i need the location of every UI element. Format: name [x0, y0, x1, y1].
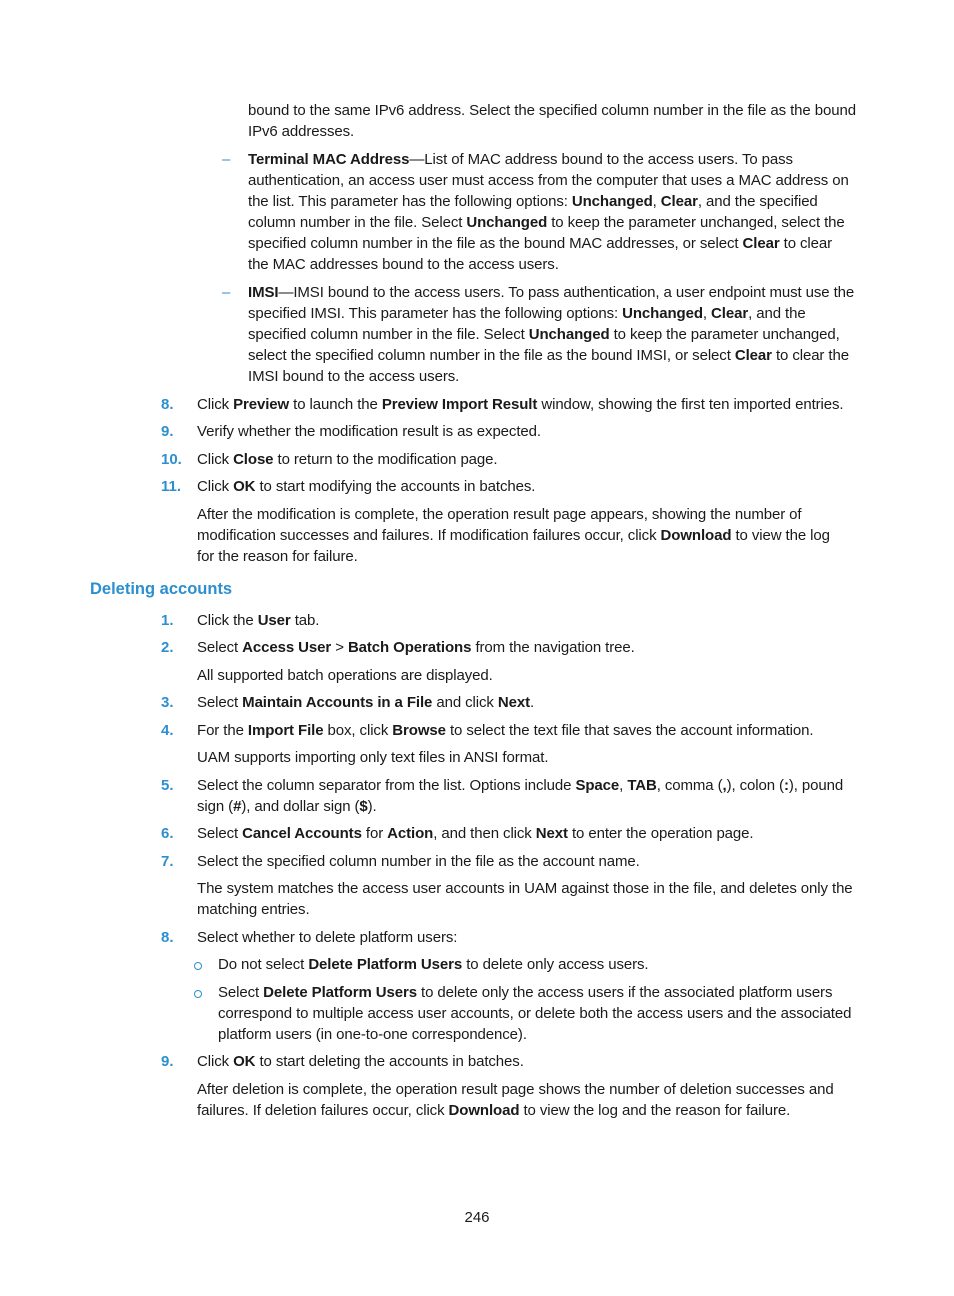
step-number: 6.	[161, 825, 174, 842]
text-line: the MAC addresses bound to the access users.	[248, 256, 559, 273]
text-line: IPv6 addresses.	[248, 123, 355, 140]
text-line: For the Import File box, click Browse to select the text file that saves the account information.	[197, 722, 814, 739]
text-line: Click OK to start modifying the accounts in batches.	[197, 478, 536, 495]
text-line: column number in the file. Select Unchanged to keep the parameter unchanged, select the	[248, 214, 845, 231]
section-heading: Deleting accounts	[90, 580, 233, 598]
text-line: UAM supports importing only text files in ANSI format.	[197, 749, 549, 766]
text-line: Select the column separator from the list. Options include Space, TAB, comma (,), colon (:), pound	[197, 777, 844, 794]
text-line: authentication, an access user must access from the computer that uses a MAC address on	[248, 172, 849, 189]
step-number: 8.	[161, 396, 174, 413]
text-line: bound to the same IPv6 address. Select the specified column number in the file as the bound	[248, 102, 856, 119]
page-number: 246	[464, 1209, 490, 1226]
text-line: modification successes and failures. If modification failures occur, click Download to view the log	[197, 527, 830, 544]
text-line: Select the specified column number in the file as the account name.	[197, 853, 640, 870]
text-line: After the modification is complete, the operation result page appears, showing the number of	[197, 506, 802, 523]
circle-bullet-icon	[194, 990, 202, 998]
step-number: 4.	[161, 722, 174, 739]
text-line: Click Preview to launch the Preview Import Result window, showing the first ten imported entries.	[197, 396, 844, 413]
text-line: IMSI—IMSI bound to the access users. To pass authentication, a user endpoint must use the	[248, 284, 855, 301]
step-number: 10.	[161, 451, 182, 468]
text-line: matching entries.	[197, 901, 310, 918]
step-number: 2.	[161, 639, 174, 656]
dash-bullet: –	[222, 284, 231, 301]
text-line: Click Close to return to the modification page.	[197, 451, 498, 468]
circle-bullet-icon	[194, 962, 202, 970]
step-number: 1.	[161, 612, 174, 629]
text-line: Select Delete Platform Users to delete only the access users if the associated platform users	[218, 984, 833, 1001]
text-line: Do not select Delete Platform Users to delete only access users.	[218, 956, 649, 973]
text-line: Select whether to delete platform users:	[197, 929, 458, 946]
step-number: 8.	[161, 929, 174, 946]
dash-bullet: –	[222, 151, 231, 168]
text-line: Select Cancel Accounts for Action, and then click Next to enter the operation page.	[197, 825, 754, 842]
step-number: 7.	[161, 853, 174, 870]
step-number: 3.	[161, 694, 174, 711]
text-line: IMSI bound to the access users.	[248, 368, 460, 385]
step-number: 9.	[161, 423, 174, 440]
text-line: After deletion is complete, the operation result page shows the number of deletion successes and	[197, 1081, 834, 1098]
step-number: 9.	[161, 1053, 174, 1070]
text-line: Verify whether the modification result is as expected.	[197, 423, 541, 440]
text-line: specified column number in the file as the bound MAC addresses, or select Clear to clear	[248, 235, 833, 252]
text-line: Select Maintain Accounts in a File and click Next.	[197, 694, 535, 711]
text-line: Click the User tab.	[197, 612, 320, 629]
step-number: 11.	[161, 478, 182, 495]
text-line: correspond to multiple access user accounts, or delete both the access users and the associated	[218, 1005, 852, 1022]
text-line: Click OK to start deleting the accounts in batches.	[197, 1053, 524, 1070]
text-line: sign (#), and dollar sign ($).	[197, 798, 377, 815]
text-line: select the specified column number in the file as the bound IMSI, or select Clear to clear the	[248, 347, 849, 364]
text-line: The system matches the access user accounts in UAM against those in the file, and deletes only the	[197, 880, 853, 897]
text-line: platform users (in one-to-one correspondence).	[218, 1026, 527, 1043]
text-line: specified IMSI. This parameter has the following options: Unchanged, Clear, and the	[248, 305, 806, 322]
text-line: failures. If deletion failures occur, click Download to view the log and the reason for failure.	[197, 1102, 791, 1119]
text-line: specified column number in the file. Select Unchanged to keep the parameter unchanged,	[248, 326, 840, 343]
text-line: for the reason for failure.	[197, 548, 358, 565]
text-line: All supported batch operations are displayed.	[197, 667, 493, 684]
text-line: Terminal MAC Address—List of MAC address bound to the access users. To pass	[248, 151, 793, 168]
text-line: the list. This parameter has the following options: Unchanged, Clear, and the specified	[248, 193, 818, 210]
text-line: Select Access User > Batch Operations from the navigation tree.	[197, 639, 635, 656]
step-number: 5.	[161, 777, 174, 794]
